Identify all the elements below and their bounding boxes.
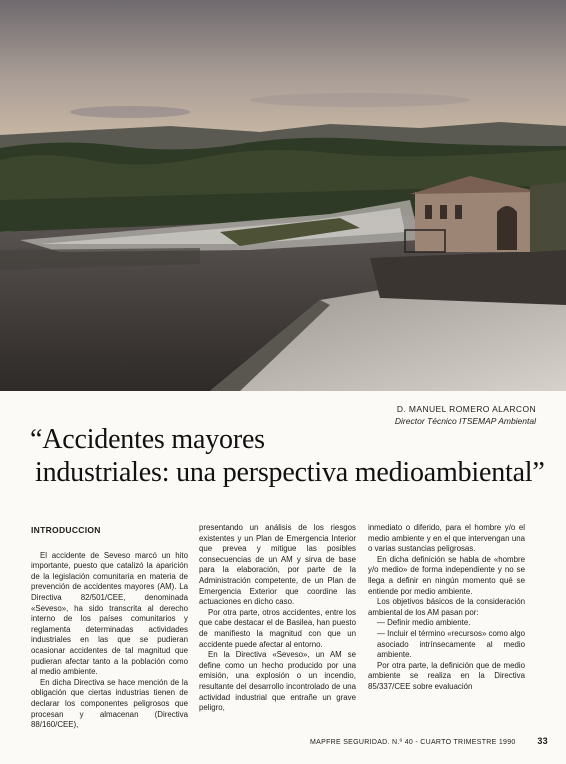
title-line-1: “Accidentes mayores bbox=[30, 424, 265, 455]
author-role: Director Técnico ITSEMAP Ambiental bbox=[394, 416, 536, 426]
list-item: — Definir medio ambiente. bbox=[377, 618, 525, 629]
page-number: 33 bbox=[537, 736, 548, 746]
column-1 bbox=[31, 525, 188, 731]
article-title bbox=[30, 423, 550, 489]
section-heading: INTRODUCCION bbox=[31, 525, 101, 535]
author-name: D. MANUEL ROMERO ALARCON bbox=[396, 404, 536, 414]
column-2 bbox=[199, 523, 356, 714]
paragraph: En dicha definición se habla de «hombre y/o medio» de forma independiente y no se llega a definir en ningún momento qué se entiende por medio ambiente. bbox=[368, 554, 525, 596]
paragraph: Por otra parte, otros accidentes, entre los que cabe destacar el de Basilea, han puesto de manifiesto la magnitud con que un accidente puede afectar al entorno. bbox=[199, 607, 356, 649]
paragraph: presentando un análisis de los riesgos existentes y un Plan de Emergencia Interior que prevea y mitigue las posibles consecuencias de un AM y sirva de base para la elaboración, por parte de la Administración competente, de un Plan de Emergencia Exterior que coordine las actuaciones en dicho caso. bbox=[199, 523, 356, 607]
paragraph: Los objetivos básicos de la consideración ambiental de los AM pasan por: bbox=[368, 597, 525, 617]
page-footer bbox=[310, 736, 548, 746]
paragraph: inmediato o diferido, para el hombre y/o el medio ambiente y en el que intervengan una o varias sustancias peligrosas. bbox=[368, 523, 525, 554]
paragraph: Por otra parte, la definición que de medio ambiente se realiza en la Directiva 85/337/CEE sobre evaluación bbox=[368, 660, 525, 691]
paragraph: En la Directiva «Seveso», un AM se define como un hecho producido por una emisión, una explosión o un incendio, resultante del desarrollo incontrolado de una actividad industrial que entrañe un grave peligro, bbox=[199, 650, 356, 713]
column-3 bbox=[368, 523, 525, 693]
objectives-list bbox=[368, 618, 525, 660]
paragraph: En dicha Directiva se hace mención de la obligación que ciertas industrias tienen de declarar los componentes peligrosos que procesan y almacenan (Directiva 88/160/CEE), bbox=[31, 677, 188, 730]
publication-info: MAPFRE SEGURIDAD. N.º 40 - CUARTO TRIMESTRE 1990 bbox=[310, 739, 516, 746]
list-item: — Incluir el término «recursos» como algo asociado intrínsecamente al medio ambiente. bbox=[377, 629, 525, 661]
title-line-2: industriales: una perspectiva medioambiental” bbox=[35, 457, 545, 488]
paragraph: El accidente de Seveso marcó un hito importante, puesto que catalizó la aparición de la legislación comunitaria en materia de prevención de accidentes mayores (AM). La Directiva 82/501/CEE, denominada «Seveso», ha sido transcrita al derecho interno de los países comunitarios y reglamenta determinadas actividades industriales en las que se pudieran ocasionar accidentes de tal magnitud que pudieran afectar tanto a la población como al medio ambiente. bbox=[31, 550, 188, 677]
